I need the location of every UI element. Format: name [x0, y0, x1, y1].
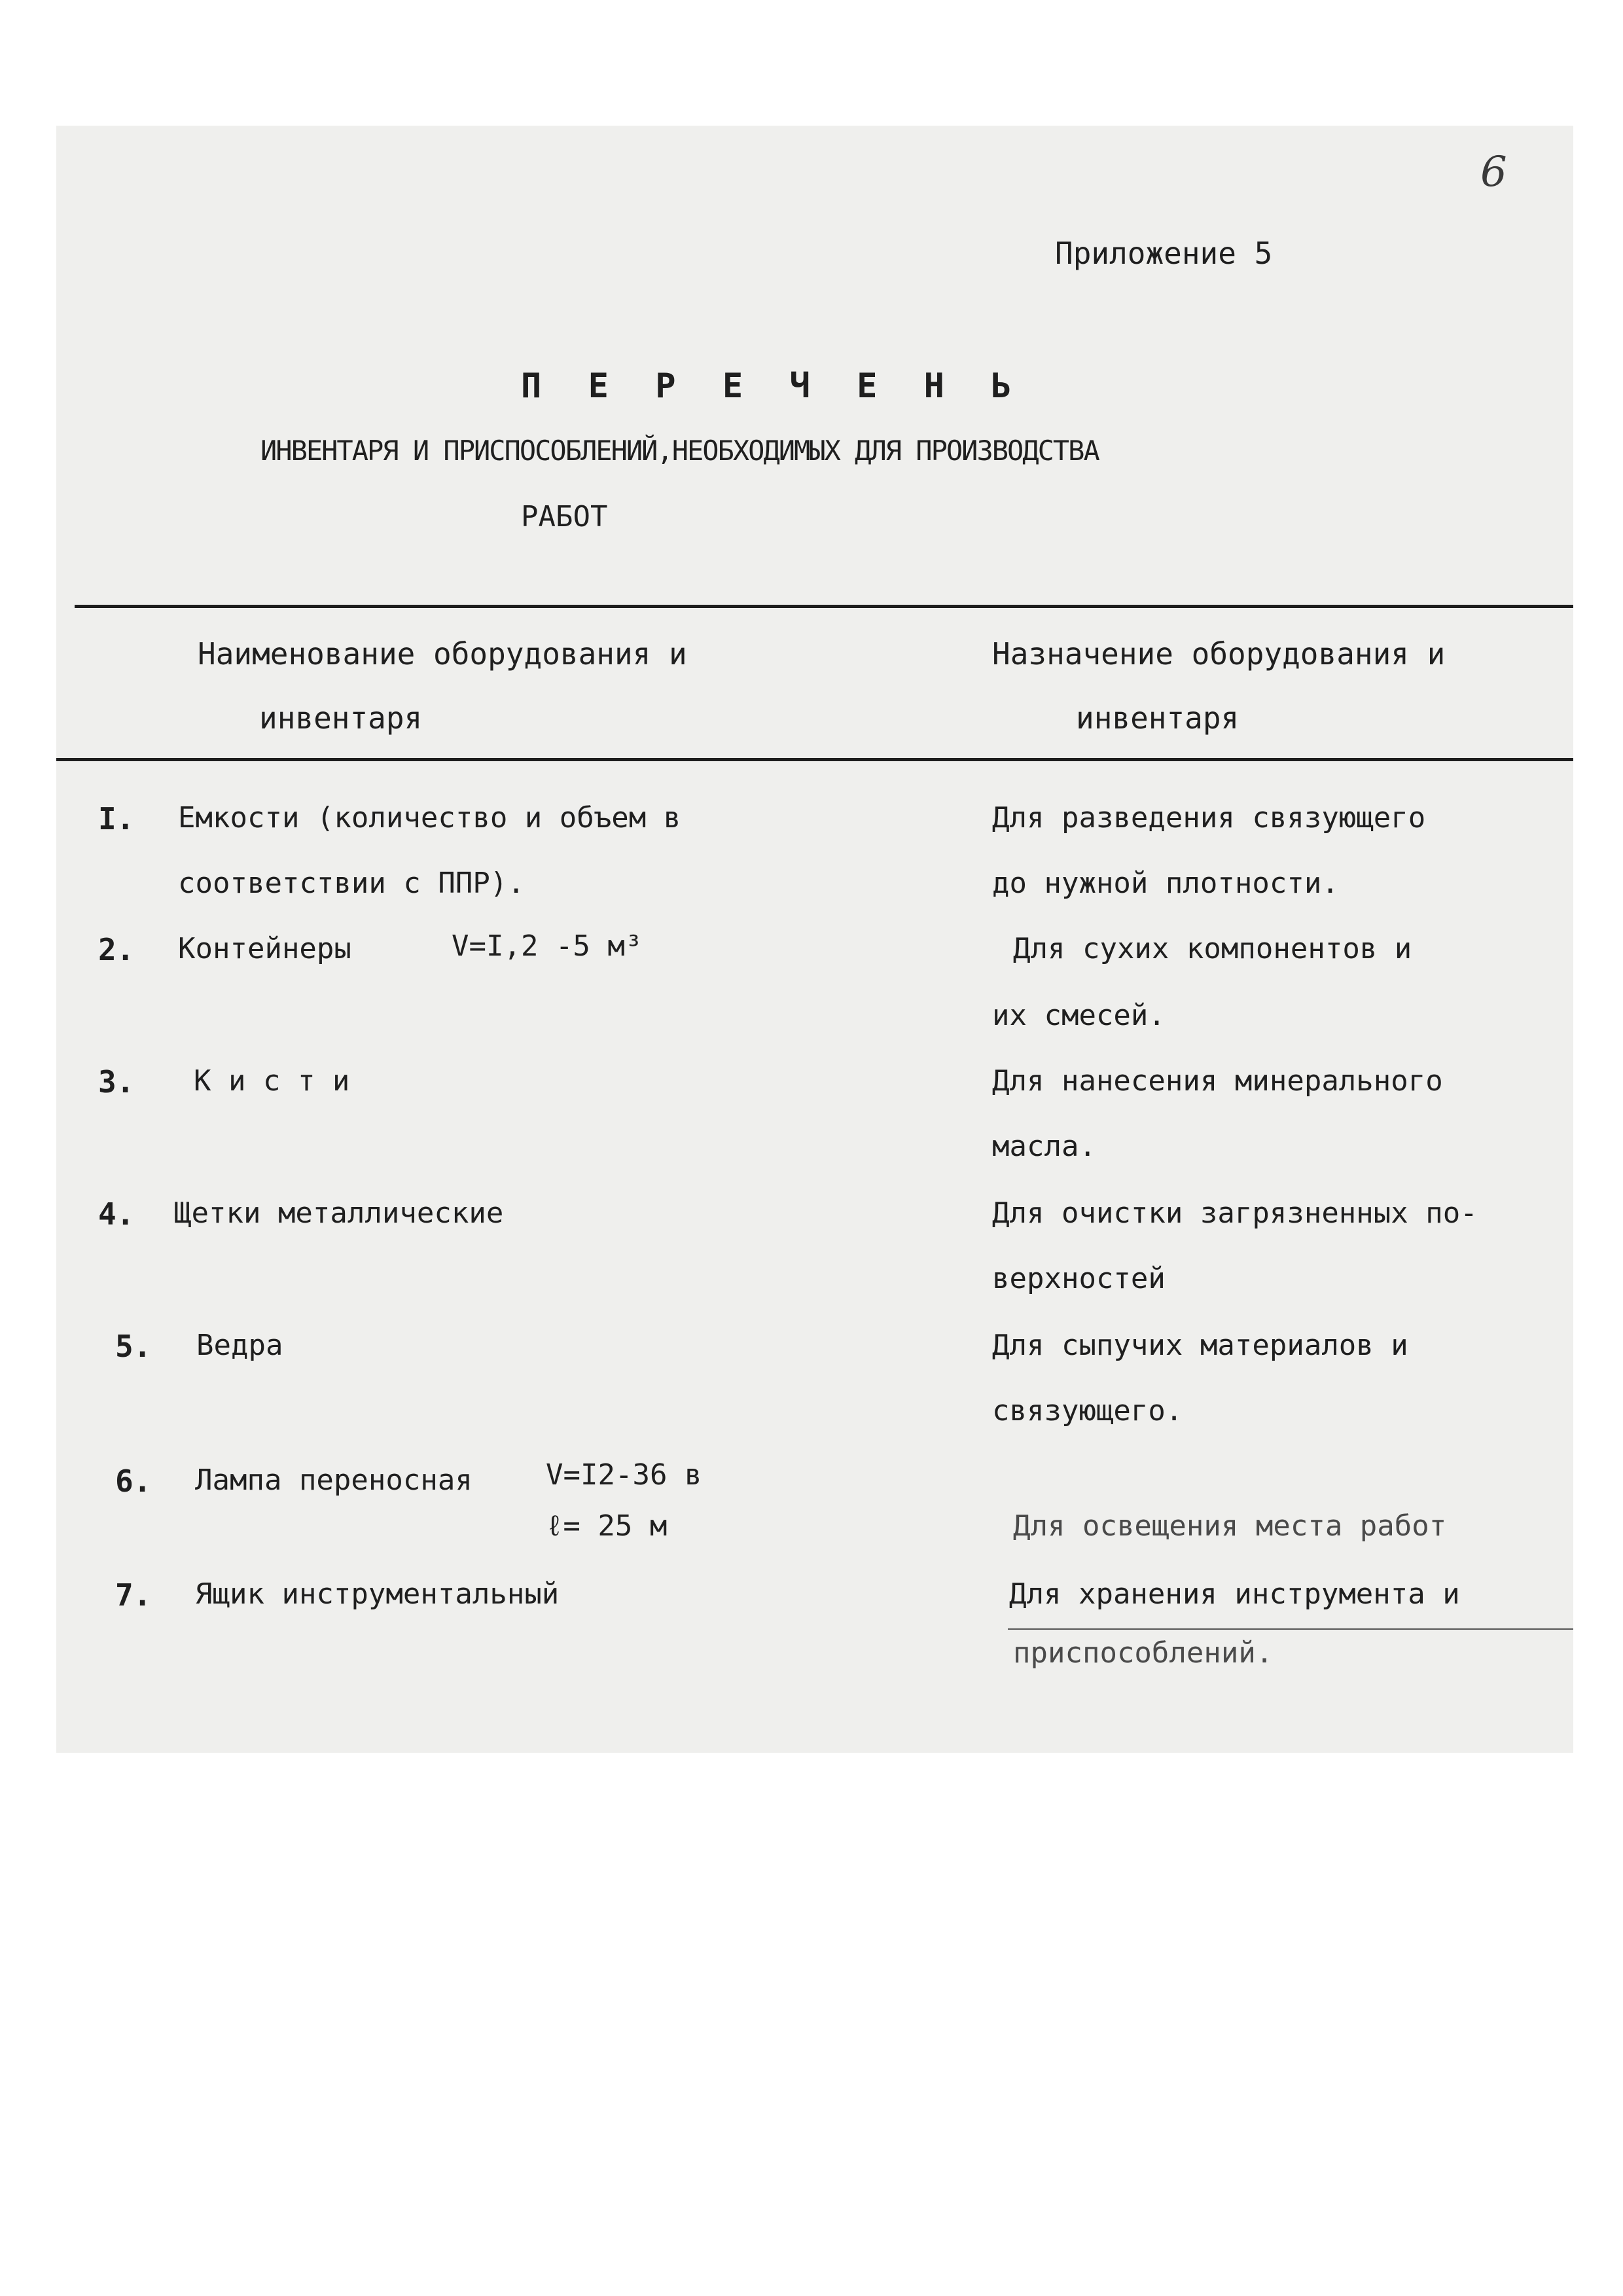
document-subtitle-line1: ИНВЕНТАРЯ И ПРИСПОСОБЛЕНИЙ,НЕОБХОДИМЫХ ДЛЯ ПРОИЗВОДСТВА [260, 435, 1099, 467]
page-number: 6 [1480, 148, 1507, 196]
appendix-label: Приложение 5 [1055, 236, 1273, 271]
row-name-line2: соответствии с ППР). [178, 867, 525, 900]
document-title: П Е Р Е Ч Е Н Ь [521, 367, 1025, 406]
row-purpose-line1: Для разведения связующего [992, 801, 1426, 834]
row-purpose-line2: приспособлений. [1013, 1636, 1274, 1670]
table-bottom-rule [1008, 1628, 1573, 1630]
row-number: 2. [98, 932, 135, 967]
row-name-voltage: V=I2-36 в [546, 1458, 702, 1492]
row-name-line1: Лампа переносная [195, 1463, 473, 1497]
table-header-rule [56, 758, 1573, 761]
row-number: 4. [98, 1196, 135, 1232]
row-purpose-line1: Для хранения инструмента и [1009, 1577, 1460, 1611]
row-purpose-line1: Для сыпучих материалов и [992, 1329, 1408, 1362]
col2-header-line1: Назначение оборудования и [992, 636, 1446, 672]
row-name-line1: К и с т и [194, 1064, 350, 1098]
row-number: 7. [115, 1577, 152, 1613]
row-purpose-line1: Для освещения места работ [1013, 1509, 1447, 1543]
row-purpose-line2: верхностей [992, 1262, 1166, 1295]
row-name-line1: Ведра [196, 1329, 283, 1362]
row-name-spec: V=I,2 -5 м³ [452, 929, 643, 963]
row-purpose-line2: масла. [992, 1130, 1096, 1163]
row-purpose-line2: их смесей. [992, 999, 1166, 1032]
row-purpose-line1: Для нанесения минерального [992, 1064, 1443, 1098]
row-name-line1: Щетки металлические [174, 1196, 504, 1230]
row-purpose-line1: Для сухих компонентов и [1013, 932, 1412, 965]
row-name-line1: Контейнеры [178, 932, 351, 965]
row-number: 6. [115, 1463, 152, 1499]
row-name-line1: Ящик инструментальный [195, 1577, 560, 1611]
row-purpose-line2: до нужной плотности. [992, 867, 1339, 900]
row-name-line1: Емкости (количество и объем в [178, 801, 681, 834]
col1-header-line1: Наименование оборудования и [198, 636, 687, 672]
col2-header-line2: инвентаря [1076, 700, 1240, 736]
col1-header-line2: инвентаря [259, 700, 423, 736]
row-number: I. [98, 801, 135, 836]
row-number: 5. [115, 1329, 152, 1364]
row-name-length: ℓ= 25 м [546, 1509, 668, 1543]
table-top-rule [75, 605, 1573, 608]
row-purpose-line2: связующего. [992, 1394, 1183, 1427]
row-purpose-line1: Для очистки загрязненных по- [992, 1196, 1478, 1230]
row-number: 3. [98, 1064, 135, 1100]
document-subtitle-line2: РАБОТ [521, 500, 608, 533]
